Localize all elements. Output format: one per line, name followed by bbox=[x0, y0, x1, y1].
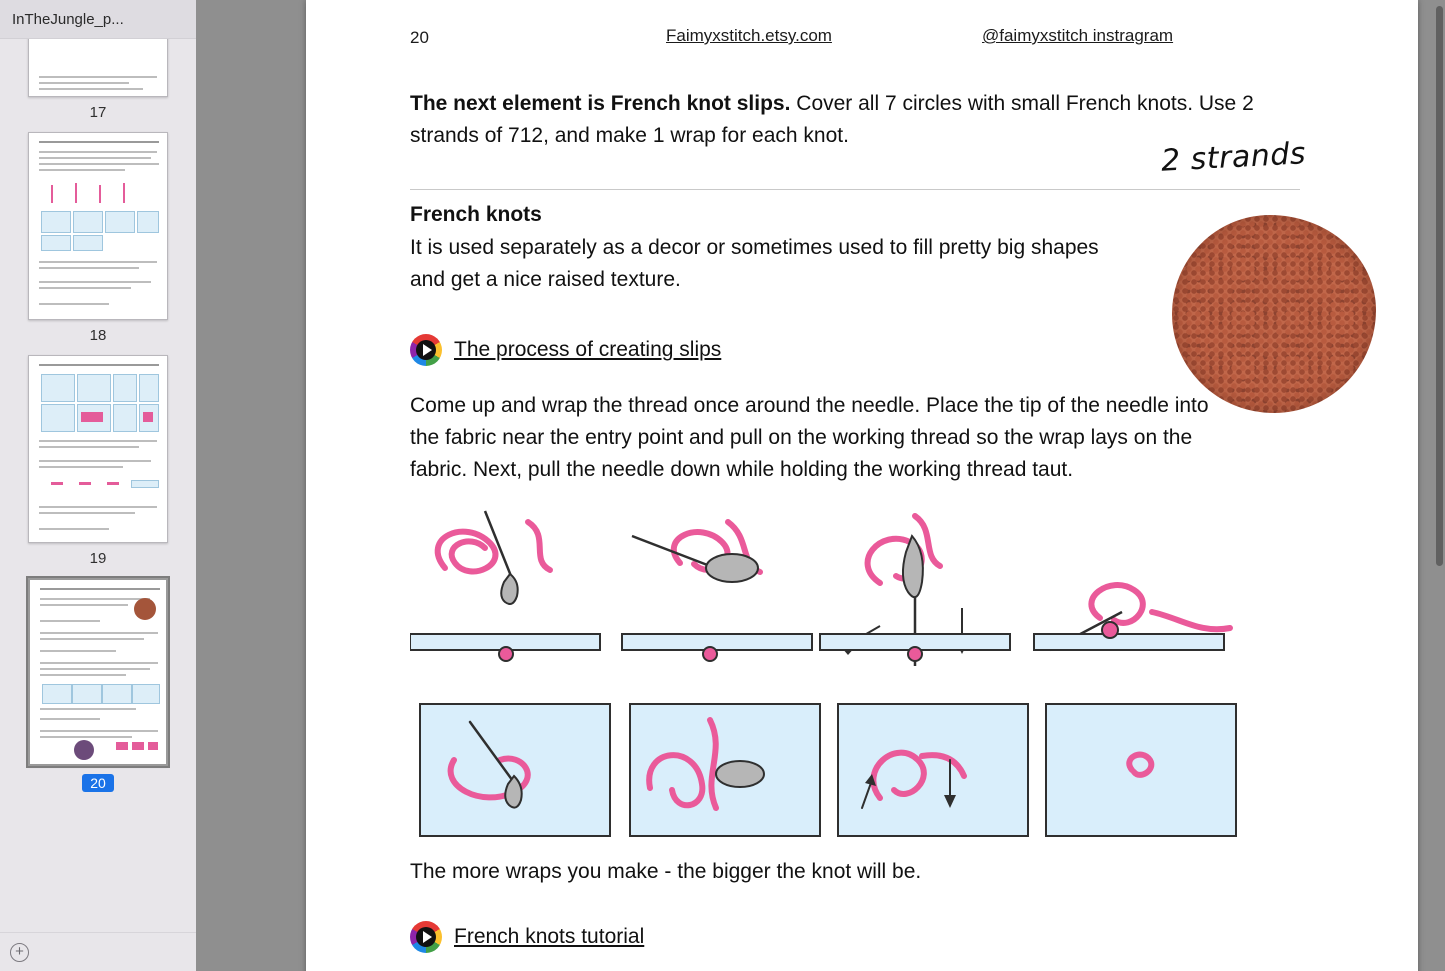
thumbnail-page-18[interactable] bbox=[0, 132, 196, 355]
thumbnail-page-20[interactable] bbox=[0, 578, 196, 804]
add-page-icon[interactable]: + bbox=[10, 943, 29, 962]
vertical-scrollbar[interactable] bbox=[1435, 0, 1445, 971]
thumbnail-image[interactable] bbox=[28, 578, 168, 766]
thumbnail-label: 20 bbox=[82, 774, 114, 792]
link-french-knots-tutorial[interactable] bbox=[410, 921, 644, 953]
french-knot-cluster-illustration bbox=[1172, 215, 1376, 413]
intro-paragraph bbox=[410, 88, 1290, 152]
scrollbar-thumb[interactable] bbox=[1436, 6, 1443, 566]
thumbnail-label: 18 bbox=[89, 327, 107, 344]
youtube-play-icon bbox=[410, 334, 442, 366]
link-process-of-creating-slips[interactable] bbox=[410, 334, 721, 366]
instructions-paragraph: Come up and wrap the thread once around the needle. Place the tip of the needle into the fabric near the entry point and pull on the working thread so the wrap lays on the fabric. Next, pull the needle down while holding the working thread taut. bbox=[410, 394, 1209, 481]
sidebar-footer bbox=[0, 932, 197, 971]
thumbnail-page-17[interactable] bbox=[0, 39, 196, 132]
intro-bold-lead: The next element is French knot slips. bbox=[410, 92, 791, 115]
etsy-shop-link[interactable]: Faimyxstitch.etsy.com bbox=[666, 26, 832, 45]
thumbnail-page-19[interactable] bbox=[0, 355, 196, 578]
french-knot-steps-diagram bbox=[410, 508, 1310, 838]
thumbnail-label: 17 bbox=[89, 104, 107, 121]
thumbnail-image[interactable] bbox=[28, 132, 168, 320]
thumbnail-sidebar bbox=[0, 0, 197, 971]
section-description: It is used separately as a decor or sometimes used to fill pretty big shapes and get a nice raised texture. bbox=[410, 236, 1099, 291]
thumbnail-image[interactable] bbox=[28, 355, 168, 543]
link-label: French knots tutorial bbox=[454, 925, 645, 948]
document-title: InTheJungle_p... bbox=[0, 0, 196, 39]
document-viewport[interactable] bbox=[196, 0, 1445, 971]
page-number: 20 bbox=[410, 28, 429, 47]
diagram-svg bbox=[410, 508, 1310, 838]
handwritten-strands-note: 2 strands bbox=[1160, 136, 1307, 179]
intro-rest: Cover all 7 circles with small French knots. Use 2 strands of 712, and make 1 wrap for each knot. bbox=[410, 92, 1254, 147]
youtube-play-icon bbox=[410, 921, 442, 953]
document-page bbox=[306, 0, 1418, 971]
page-header bbox=[306, 26, 1418, 52]
thumbnail-label: 19 bbox=[89, 550, 107, 567]
section-divider bbox=[410, 189, 1300, 190]
link-label: The process of creating slips bbox=[454, 338, 722, 361]
section-title: French knots bbox=[410, 203, 542, 226]
thumbnail-list[interactable] bbox=[0, 39, 196, 933]
thumbnail-image[interactable] bbox=[28, 39, 168, 97]
instagram-link[interactable]: @faimyxstitch instragram bbox=[982, 26, 1174, 45]
diagram-caption: The more wraps you make - the bigger the knot will be. bbox=[410, 860, 922, 883]
